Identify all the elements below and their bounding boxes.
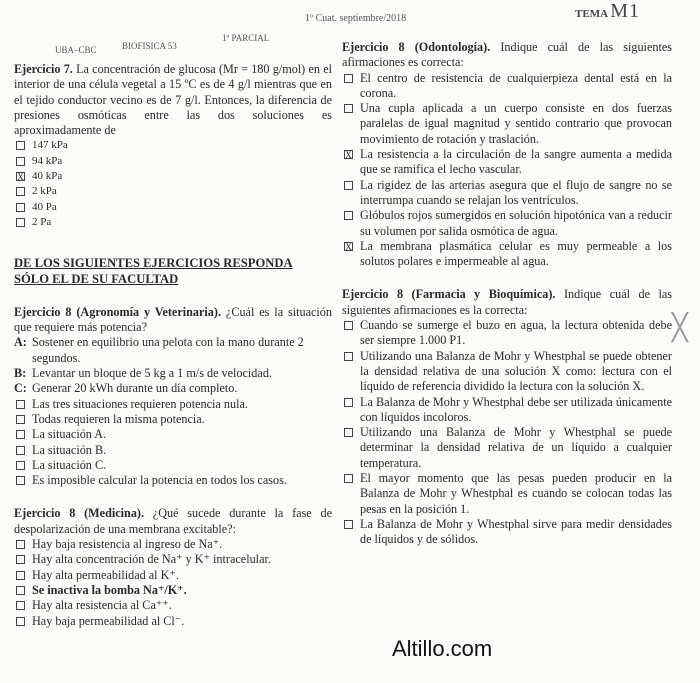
option-text: 147 kPa (32, 139, 68, 152)
ex8-farmacia-option[interactable] (342, 425, 672, 471)
ex7-option[interactable] (14, 184, 332, 199)
option-text: La situación B. (32, 442, 107, 457)
ex8-agro-item-c (14, 381, 332, 396)
ex8-medicina-option[interactable] (14, 614, 332, 629)
checkbox[interactable] (16, 461, 25, 470)
item-text: Sostener en equilibrio una pelota con la mano durante 2 segundos. (32, 335, 304, 365)
tema-box (575, 0, 640, 23)
item-label: A: (14, 335, 27, 350)
ex7-text: La concentración de glucosa (Mr = 180 g/mol) en el interior de una célula vegetal a 15 ºC es de 4 g/l mientras que en el tejido conductor vecino es de 7 g/l. Entonces, la diferencia de presiones osmóticas entre las dos soluciones es aproximadamente de (14, 62, 332, 138)
option-text: La Balanza de Mohr y Whestphal debe ser utilizada únicamente con líquidos incoloros. (360, 394, 672, 424)
ex8-agro-option[interactable] (14, 473, 332, 488)
handwritten-x-mark: ╳ (672, 312, 688, 342)
checkbox[interactable] (16, 586, 25, 595)
option-text: 2 Pa (32, 215, 52, 228)
checkbox[interactable] (16, 400, 25, 409)
item-text: Generar 20 kWh durante un día completo. (32, 381, 238, 396)
instruction-line2: SÓLO EL DE SU FACULTAD (14, 271, 179, 286)
ex8-medicina-option[interactable] (14, 583, 332, 598)
header-exam: 1º PARCIAL (222, 33, 270, 43)
ex8-agro-option[interactable] (14, 427, 332, 442)
checkbox[interactable] (344, 181, 353, 190)
checkbox[interactable] (344, 428, 353, 437)
option-text: Todas requieren la misma potencia. (32, 411, 205, 426)
ex8-agro-item-a (14, 335, 332, 366)
checkbox[interactable] (16, 617, 25, 626)
ex8-agro-option[interactable] (14, 397, 332, 412)
ex8-agro-statement (14, 305, 332, 336)
option-text: Una cupla aplicada a un cuerpo consiste en dos fuerzas paralelas de igual magnitud y sentido contrario que provocan movimiento de rotación y traslación. (360, 101, 672, 146)
ex8-odonto-option[interactable] (342, 71, 672, 102)
option-text: Se inactiva la bomba Na⁺/K⁺. (32, 582, 187, 597)
option-text: Utilizando una Balanza de Mohr y Whestphal se puede determinar la densidad relativa de un líquido a cualquier temperatura. (360, 425, 672, 470)
ex8-farmacia-title: Ejercicio 8 (Farmacia y Bioquímica). (342, 287, 556, 302)
option-text: La resistencia a la circulación de la sangre aumenta a medida que se ramifica el lecho vascular. (360, 147, 672, 177)
checkbox[interactable] (16, 571, 25, 580)
header-date: 1º Cuat. septiembre/2018 (305, 13, 407, 24)
ex8-medicina-option[interactable] (14, 598, 332, 613)
tema-label: TEMA (575, 8, 608, 20)
ex7-option[interactable] (14, 169, 332, 184)
ex8-agro-option[interactable] (14, 412, 332, 427)
ex8-odonto-option[interactable] (342, 239, 672, 270)
instruction-line1: DE LOS SIGUIENTES EJERCICIOS RESPONDA (14, 256, 293, 271)
option-text: Hay alta resistencia al Ca⁺⁺. (32, 598, 172, 613)
checkbox[interactable] (16, 157, 25, 166)
item-label: C: (14, 381, 27, 396)
option-text: 2 kPa (32, 185, 57, 198)
ex8-medicina-statement (14, 506, 332, 537)
checkbox[interactable] (344, 520, 353, 529)
option-text: Es imposible calcular la potencia en todos los casos. (32, 473, 287, 488)
checkbox[interactable] (344, 398, 353, 407)
checkbox[interactable] (16, 141, 25, 150)
ex8-odonto-option[interactable] (342, 178, 672, 209)
ex8-farmacia-option[interactable] (342, 318, 672, 349)
option-text: Cuando se sumerge el buzo en agua, la lectura obtenida debe ser siempre 1.000 P1. (360, 318, 672, 348)
ex7-option[interactable] (14, 215, 332, 230)
header-subject: BIOFISICA 53 (122, 41, 177, 51)
checkbox[interactable] (16, 446, 25, 455)
ex8-farmacia-question: Indique cuál de las siguientes afirmaciones es la correcta: (342, 287, 673, 317)
checkbox[interactable] (16, 415, 25, 424)
checkbox[interactable] (16, 601, 25, 610)
ex8-agro-title: Ejercicio 8 (Agronomía y Veterinaria). (14, 304, 222, 319)
option-text: La situación A. (32, 427, 107, 442)
checkbox[interactable] (16, 218, 25, 227)
ex8-farmacia-option[interactable] (342, 349, 672, 395)
option-text: 40 kPa (32, 170, 63, 183)
ex8-agro-item-b (14, 366, 332, 381)
option-text: Glóbulos rojos sumergidos en solución hipotónica van a reducir su volumen por salida osmótica de agua. (360, 208, 672, 238)
checkbox[interactable] (16, 203, 25, 212)
item-text: Levantar un bloque de 5 kg a 1 m/s de velocidad. (32, 366, 272, 381)
ex7-option[interactable] (14, 138, 332, 153)
option-text: El centro de resistencia de cualquierpieza dental está en la corona. (360, 70, 672, 100)
checkbox[interactable] (16, 540, 25, 549)
ex8-farmacia-statement (342, 287, 672, 318)
ex8-agro-question: ¿Cuál es la situación que requiere más potencia? (14, 304, 332, 335)
option-text: La situación C. (32, 457, 107, 472)
checkbox-marked[interactable]: X (345, 241, 352, 252)
ex7-statement (14, 62, 332, 138)
checkbox[interactable] (344, 474, 353, 483)
option-text: Hay baja permeabilidad al Cl⁻. (32, 613, 185, 628)
checkbox[interactable] (344, 74, 353, 83)
option-text: Hay baja resistencia al ingreso de Na⁺. (32, 537, 223, 552)
ex8-medicina-title: Ejercicio 8 (Medicina). (14, 506, 145, 521)
right-column (342, 40, 672, 548)
ex8-odonto-title: Ejercicio 8 (Odontología). (342, 40, 491, 54)
checkbox-marked[interactable]: X (345, 150, 352, 161)
option-text: 40 Pa (32, 200, 57, 213)
ex7-option[interactable] (14, 200, 332, 215)
ex8-medicina-option[interactable] (14, 568, 332, 583)
ex8-medicina-option[interactable] (14, 537, 332, 552)
ex8-farmacia-option[interactable] (342, 395, 672, 426)
option-text: Hay alta permeabilidad al K⁺. (32, 567, 179, 582)
option-text: Hay alta concentración de Na⁺ y K⁺ intracelular. (32, 552, 271, 567)
checkbox[interactable] (344, 211, 353, 220)
ex8-odonto-statement (342, 40, 672, 71)
option-text: Utilizando una Balanza de Mohr y Whestphal se puede obtener la densidad relativa de una solución X como: lectura con el líquido de referencia dividido la lectura con la solución X. (360, 348, 672, 394)
ex8-odonto-option[interactable] (342, 208, 672, 239)
checkbox[interactable] (16, 187, 25, 196)
option-text: La membrana plasmática celular es muy permeable a los solutos polares e impermeable al agua. (360, 238, 672, 269)
ex7-option[interactable] (14, 154, 332, 169)
ex8-agro-option[interactable] (14, 443, 332, 458)
header-institution: UBA–CBC (55, 45, 97, 55)
option-text: La rigidez de las arterias asegura que el flujo de sangre no se interrumpa cuando se relajan los ventrículos. (360, 177, 672, 207)
checkbox-marked[interactable]: X (17, 172, 24, 183)
option-text: La Balanza de Mohr y Whestphal sirve para medir densidades de líquidos y de sólidos. (360, 516, 672, 547)
option-text: Las tres situaciones requieren potencia nula. (32, 396, 248, 411)
ex7-options (14, 138, 332, 230)
ex8-odonto-question: Indique cuál de las siguientes afirmaciones es correcta: (342, 40, 672, 70)
watermark: Altillo.com (392, 636, 493, 661)
ex8-odonto-option[interactable] (342, 147, 672, 178)
option-text: El mayor momento que las pesas pueden producir en la Balanza de Mohr y Whestphal es cuando se colocan todas las pesas en la posición 1. (360, 471, 672, 516)
left-column (14, 62, 332, 629)
checkbox[interactable] (16, 555, 25, 564)
ex8-odonto-option[interactable] (342, 101, 672, 147)
ex7-title: Ejercicio 7. (14, 62, 73, 76)
ex8-agro-option[interactable] (14, 458, 332, 473)
ex8-medicina-option[interactable] (14, 552, 332, 567)
checkbox[interactable] (16, 430, 25, 439)
item-label: B: (14, 366, 27, 381)
tema-value: M1 (610, 0, 640, 22)
option-text: 94 kPa (32, 154, 63, 167)
checkbox[interactable] (344, 104, 353, 113)
ex8-farmacia-option[interactable] (342, 517, 672, 548)
ex8-medicina-question: ¿Qué sucede durante la fase de despolarización de una membrana excitable?: (14, 506, 332, 536)
checkbox[interactable] (344, 321, 353, 330)
checkbox[interactable] (16, 476, 25, 485)
checkbox[interactable] (344, 352, 353, 361)
ex8-farmacia-option[interactable] (342, 471, 672, 517)
